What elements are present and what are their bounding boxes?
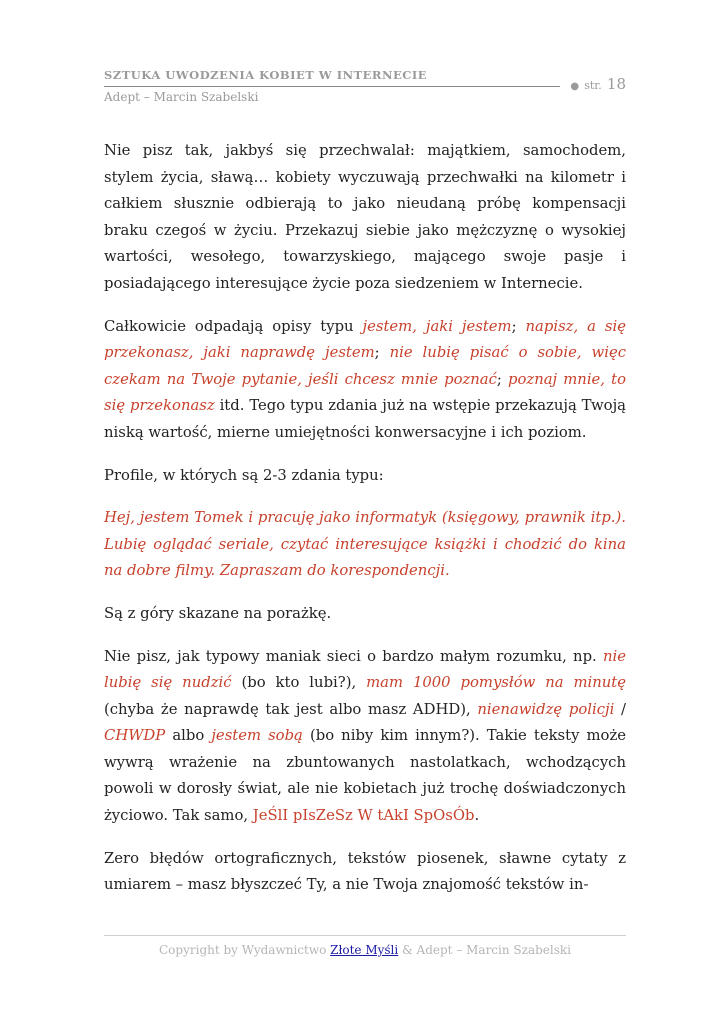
text-span: ; bbox=[496, 370, 509, 388]
text-span: itd. Tego typu zdania już na wstępie przekazują Twoją niską wartość, mierne umiejętności konwersacyjne i ich poziom. bbox=[104, 397, 626, 441]
book-title: SZTUKA UWODZENIA KOBIET W INTERNECIE bbox=[104, 68, 428, 82]
page-number-value: 18 bbox=[606, 75, 626, 93]
quote-example: nie lubię pisać o sobie, więc czekam na Twoje pytanie, jeśli chcesz mnie poznać bbox=[104, 344, 626, 388]
text-span: Nie pisz, jak typowy maniak sieci o bardzo małym rozumku, np. bbox=[104, 647, 603, 665]
text-span: albo bbox=[165, 727, 212, 745]
text-span: (bo kto lubi?), bbox=[231, 674, 367, 692]
text-span: (chyba że naprawdę tak jest albo masz ADHD), bbox=[104, 700, 478, 718]
paragraph-2 bbox=[104, 314, 626, 447]
book-author: Adept – Marcin Szabelski bbox=[104, 90, 259, 104]
quote-example: CHWDP bbox=[104, 727, 166, 745]
page-header bbox=[104, 68, 626, 104]
quote-example: jestem sobą bbox=[211, 727, 303, 745]
page-label: str. bbox=[584, 79, 602, 92]
paragraph-5: Są z góry skazane na porażkę. bbox=[104, 604, 332, 622]
page-bullet: ● bbox=[570, 81, 580, 92]
paragraph-6 bbox=[104, 644, 626, 830]
text-span: (bo niby kim innym?). Takie teksty może wywrą wrażenie na zbuntowanych nastolatkach, wchodzących powoli w dorosły świat, ale nie kobietach już trochę doświadczonych życiowo. Tak samo, bbox=[104, 727, 627, 825]
quote-example: JeŚlI pIsZeSz W tAkI SpOsÓb bbox=[252, 807, 475, 825]
quote-example: nie lubię się nudzić bbox=[104, 647, 626, 692]
paragraph-7: Zero błędów ortograficznych, tekstów piosenek, sławne cytaty z umiarem – masz błyszczeć Ty, a nie Twoja znajomość tekstów in- bbox=[104, 849, 626, 894]
quote-example: poznaj mnie, to się przekonasz bbox=[104, 370, 626, 415]
text-span: . bbox=[474, 807, 480, 825]
footer-copyright: Copyright by Wydawnictwo bbox=[159, 943, 331, 957]
footer-divider bbox=[104, 935, 626, 936]
quote-example: nienawidzę policji bbox=[477, 700, 615, 718]
quote-example: napisz, a się przekonasz, jaki naprawdę jestem bbox=[104, 317, 626, 362]
text-span: Całkowicie odpadają opisy typu bbox=[104, 317, 363, 335]
page-number bbox=[570, 74, 626, 93]
paragraph-4-example: Hej, jestem Tomek i pracuję jako informatyk (księgowy, prawnik itp.). Lubię oglądać seriale, czytać interesujące książki i chodzić do kina na dobre filmy. Zapraszam do korespondencji. bbox=[104, 509, 626, 580]
quote-example: mam 1000 pomysłów na minutę bbox=[366, 674, 627, 692]
page-footer bbox=[104, 943, 626, 957]
paragraph-3: Profile, w których są 2-3 zdania typu: bbox=[104, 466, 384, 484]
quote-example: jestem, jaki jestem bbox=[362, 317, 512, 335]
page-body bbox=[104, 138, 626, 915]
text-span: ; bbox=[374, 344, 390, 362]
text-span: / bbox=[614, 700, 626, 718]
paragraph-1: Nie pisz tak, jakbyś się przechwalał: majątkiem, samochodem, stylem życia, sławą… kobiety wyczuwają przechwałki na kilometr i całkiem słusznie odbierają to jako nieudaną próbę kompensacji braku czegoś w życiu. Przekazuj siebie jako mężczyznę o wysokiej wartości, wesołego, towarzyskiego, mającego swoje pasje i posiadającego interesujące życie poza siedzeniem w Internecie. bbox=[104, 142, 626, 292]
footer-author: & Adept – Marcin Szabelski bbox=[398, 943, 571, 957]
publisher-link[interactable]: Złote Myśli bbox=[330, 943, 399, 957]
text-span: ; bbox=[511, 317, 526, 335]
header-divider bbox=[104, 86, 560, 87]
